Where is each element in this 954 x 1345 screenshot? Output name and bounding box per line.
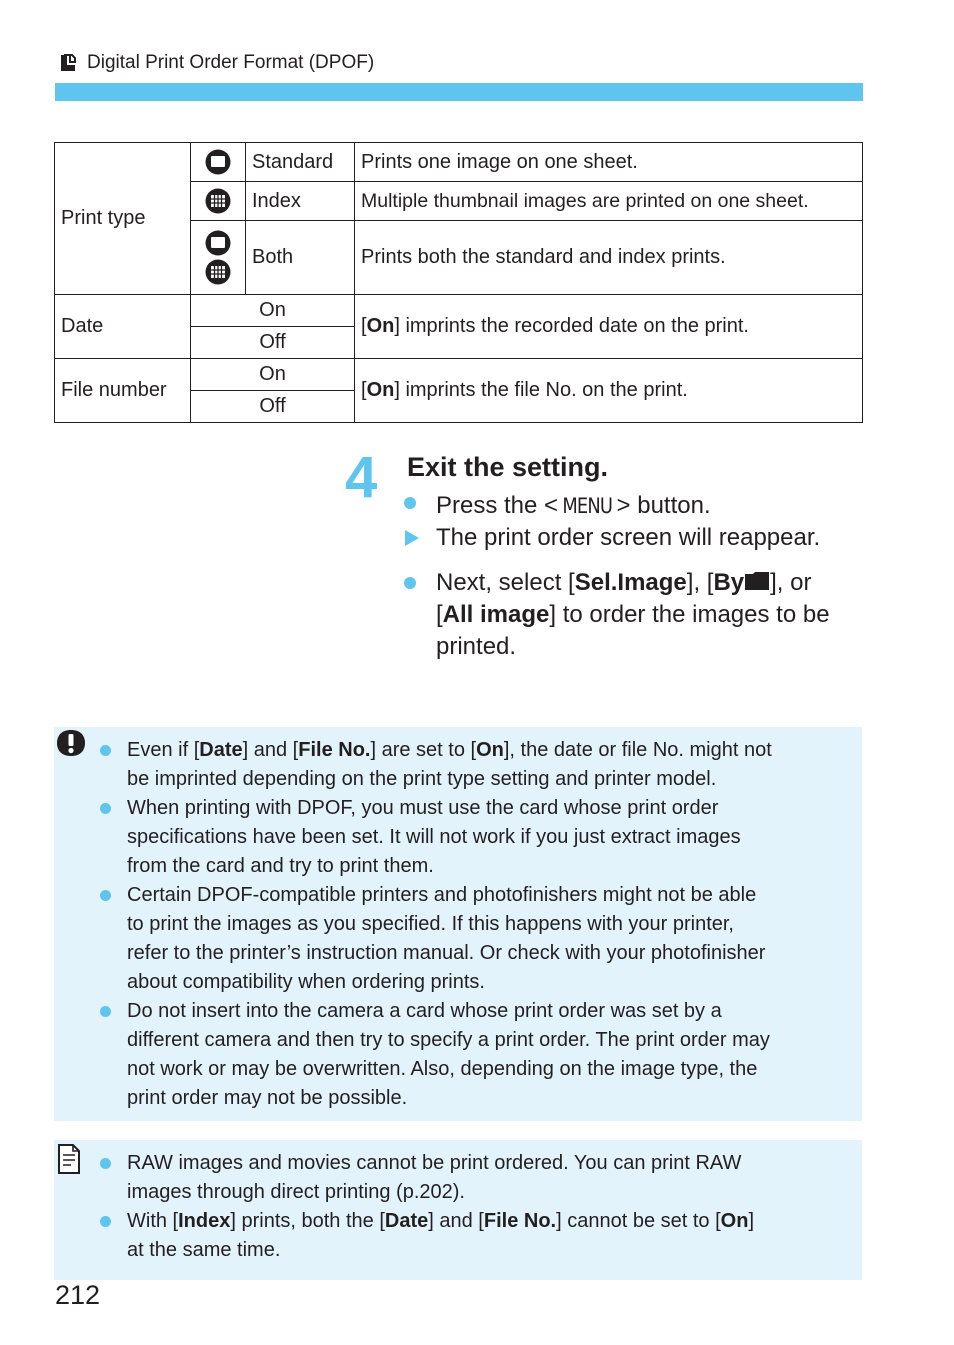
desc-index: Multiple thumbnail images are printed on one sheet. — [355, 182, 863, 221]
file-number-description: [On] imprints the file No. on the print. — [355, 359, 863, 423]
option-standard: Standard — [246, 143, 355, 182]
date-desc-rest: ] imprints the recorded date on the print. — [394, 315, 749, 337]
step-line-4-c: ] to order the images to be — [549, 601, 830, 628]
file-number-off: Off — [191, 391, 355, 423]
step-line-1-post: > button. — [616, 492, 711, 519]
step-line-4-a: [ — [436, 601, 443, 628]
settings-table — [54, 142, 863, 423]
header-bar — [55, 83, 863, 101]
step-line-3 — [436, 567, 866, 599]
step-line-3-c: ], [ — [686, 569, 714, 596]
note-line: Do not insert into the camera a card whose print order was set by a — [127, 1000, 722, 1022]
both-print-icon — [191, 230, 245, 285]
note-item — [127, 736, 857, 794]
note-item — [127, 881, 857, 997]
table-row — [55, 143, 863, 182]
step-number: 4 — [345, 445, 378, 510]
table-row — [55, 359, 863, 391]
index-print-icon — [205, 188, 231, 214]
memo-icon — [57, 1143, 81, 1175]
file-number-desc-rest: ] imprints the file No. on the print. — [394, 379, 688, 401]
standard-print-icon — [205, 230, 231, 256]
note-line: Certain DPOF-compatible printers and photofinishers might not be able — [127, 884, 757, 906]
date-off: Off — [191, 327, 355, 359]
date-label: Date — [55, 295, 191, 359]
date-description: [On] imprints the recorded date on the print. — [355, 295, 863, 359]
option-both: Both — [246, 221, 355, 295]
file-number-on: On — [191, 359, 355, 391]
bullet-dot — [100, 1216, 111, 1227]
option-index: Index — [246, 182, 355, 221]
print-type-label: Print type — [55, 143, 191, 295]
date-on: On — [191, 295, 355, 327]
by-folder-term: By — [713, 569, 745, 596]
table-cell — [191, 143, 246, 182]
step-line-1 — [436, 490, 711, 522]
caution-icon — [56, 729, 86, 757]
bullet-dot — [100, 890, 111, 901]
index-print-icon — [205, 259, 231, 285]
note-item — [127, 997, 857, 1113]
note-item — [127, 1207, 857, 1265]
note-line: at the same time. — [127, 1239, 281, 1261]
memo-box — [54, 1140, 862, 1280]
sel-image-term: Sel.Image — [574, 569, 687, 596]
note-line: refer to the printer’s instruction manual. Or check with your photofinisher — [127, 942, 766, 964]
step-line-4 — [436, 599, 830, 631]
table-row — [55, 295, 863, 327]
file-number-label: File number — [55, 359, 191, 423]
bullet-dot — [100, 1158, 111, 1169]
step-line-5: printed. — [436, 633, 517, 660]
folder-icon — [744, 571, 770, 591]
note-line: images through direct printing (p.202). — [127, 1181, 465, 1203]
note-item — [127, 1149, 857, 1207]
step-title: Exit the setting. — [407, 452, 609, 482]
desc-both: Prints both the standard and index prints. — [355, 221, 863, 295]
step-line-1-pre: Press the < — [436, 492, 559, 519]
date-desc-bold: On — [366, 315, 395, 337]
note-line: Even if [Date] and [File No.] are set to [On], the date or file No. might not — [127, 739, 772, 761]
note-line: With [Index] prints, both the [Date] and [File No.] cannot be set to [On] — [127, 1210, 755, 1232]
page-header — [57, 50, 374, 76]
file-number-desc-bold: On — [366, 379, 395, 401]
note-line: RAW images and movies cannot be print ordered. You can print RAW — [127, 1152, 742, 1174]
bullet-dot — [100, 1006, 111, 1017]
bullet-dot — [100, 803, 111, 814]
all-image-term: All image — [442, 601, 550, 628]
menu-button-label: MENU — [562, 494, 613, 518]
note-line: print order may not be possible. — [127, 1087, 408, 1109]
table-cell — [191, 221, 246, 295]
table-cell — [191, 182, 246, 221]
note-line: about compatibility when ordering prints. — [127, 971, 485, 993]
note-line: different camera and then try to specify a print order. The print order may — [127, 1029, 770, 1051]
note-line: from the card and try to print them. — [127, 855, 434, 877]
desc-standard: Prints one image on one sheet. — [355, 143, 863, 182]
bullet-dot — [100, 745, 111, 756]
header-title: Digital Print Order Format (DPOF) — [87, 52, 375, 73]
step-line-3-a: Next, select [ — [436, 569, 575, 596]
note-line: be imprinted depending on the print type setting and printer model. — [127, 768, 717, 790]
standard-print-icon — [205, 149, 231, 175]
step-line-3-e: ], or — [770, 569, 812, 596]
note-line: to print the images as you specified. If this happens with your printer, — [127, 913, 734, 935]
step-line-2: The print order screen will reappear. — [436, 524, 821, 551]
note-line: not work or may be overwritten. Also, depending on the image type, the — [127, 1058, 758, 1080]
page-number: 212 — [55, 1280, 101, 1310]
caution-box — [54, 727, 862, 1121]
note-item — [127, 794, 857, 881]
note-line: When printing with DPOF, you must use the card whose print order — [127, 797, 719, 819]
note-line: specifications have been set. It will not work if you just extract images — [127, 826, 741, 848]
print-icon — [57, 52, 79, 74]
